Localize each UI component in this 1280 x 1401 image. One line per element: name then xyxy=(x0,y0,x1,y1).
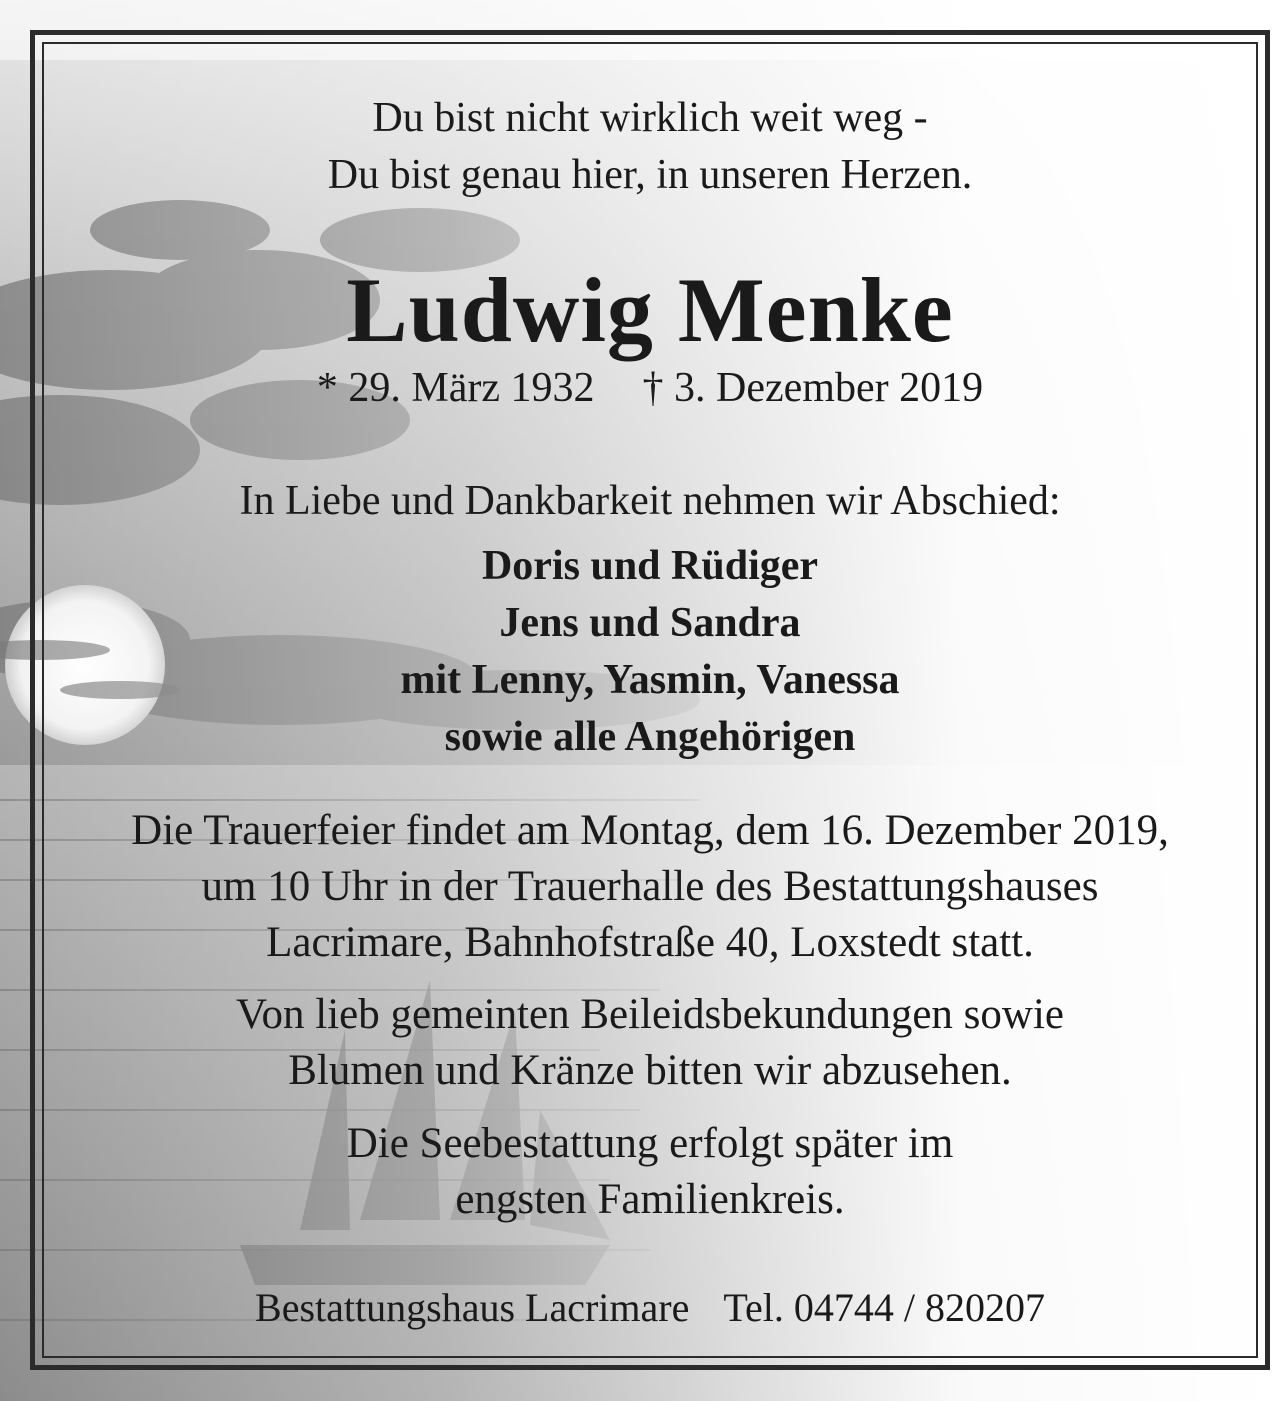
mourner-line: sowie alle Angehörigen xyxy=(444,714,856,760)
condolence-line: Blumen und Kränze bitten wir abzusehen. xyxy=(288,1047,1012,1094)
burial-line: engsten Familienkreis. xyxy=(455,1176,845,1223)
farewell-line: In Liebe und Dankbarkeit nehmen wir Abschied: xyxy=(239,478,1061,524)
quote-line: Du bist genau hier, in unseren Herzen. xyxy=(327,152,973,198)
quote-line: Du bist nicht wirklich weit weg - xyxy=(372,95,928,141)
mourner-line: Jens und Sandra xyxy=(499,600,801,646)
life-dates xyxy=(42,360,1258,416)
memorial-quote xyxy=(42,90,1258,204)
mourner-line: Doris und Rüdiger xyxy=(481,543,819,589)
funeral-service-info xyxy=(42,803,1258,971)
service-line: Lacrimare, Bahnhofstraße 40, Loxstedt statt. xyxy=(266,919,1034,966)
condolence-line: Von lieb gemeinten Beileidsbekundungen sowie xyxy=(235,991,1064,1038)
service-line: um 10 Uhr in der Trauerhalle des Bestattungshauses xyxy=(201,863,1099,910)
condolence-request xyxy=(42,987,1258,1099)
burial-line: Die Seebestattung erfolgt später im xyxy=(346,1120,954,1167)
mourners-list xyxy=(42,538,1258,766)
undertaker-name: Bestattungshaus Lacrimare xyxy=(255,1285,690,1330)
death-date: † 3. Dezember 2019 xyxy=(642,365,984,411)
mourner-line: mit Lenny, Yasmin, Vanessa xyxy=(400,657,900,703)
undertaker-contact xyxy=(42,1280,1258,1336)
deceased-name: Ludwig Menke xyxy=(346,259,954,361)
birth-date: * 29. März 1932 xyxy=(316,365,595,411)
service-line: Die Trauerfeier findet am Montag, dem 16. Dezember 2019, xyxy=(131,807,1169,854)
undertaker-phone: Tel. 04744 / 820207 xyxy=(723,1285,1045,1330)
sea-burial-info xyxy=(42,1116,1258,1228)
